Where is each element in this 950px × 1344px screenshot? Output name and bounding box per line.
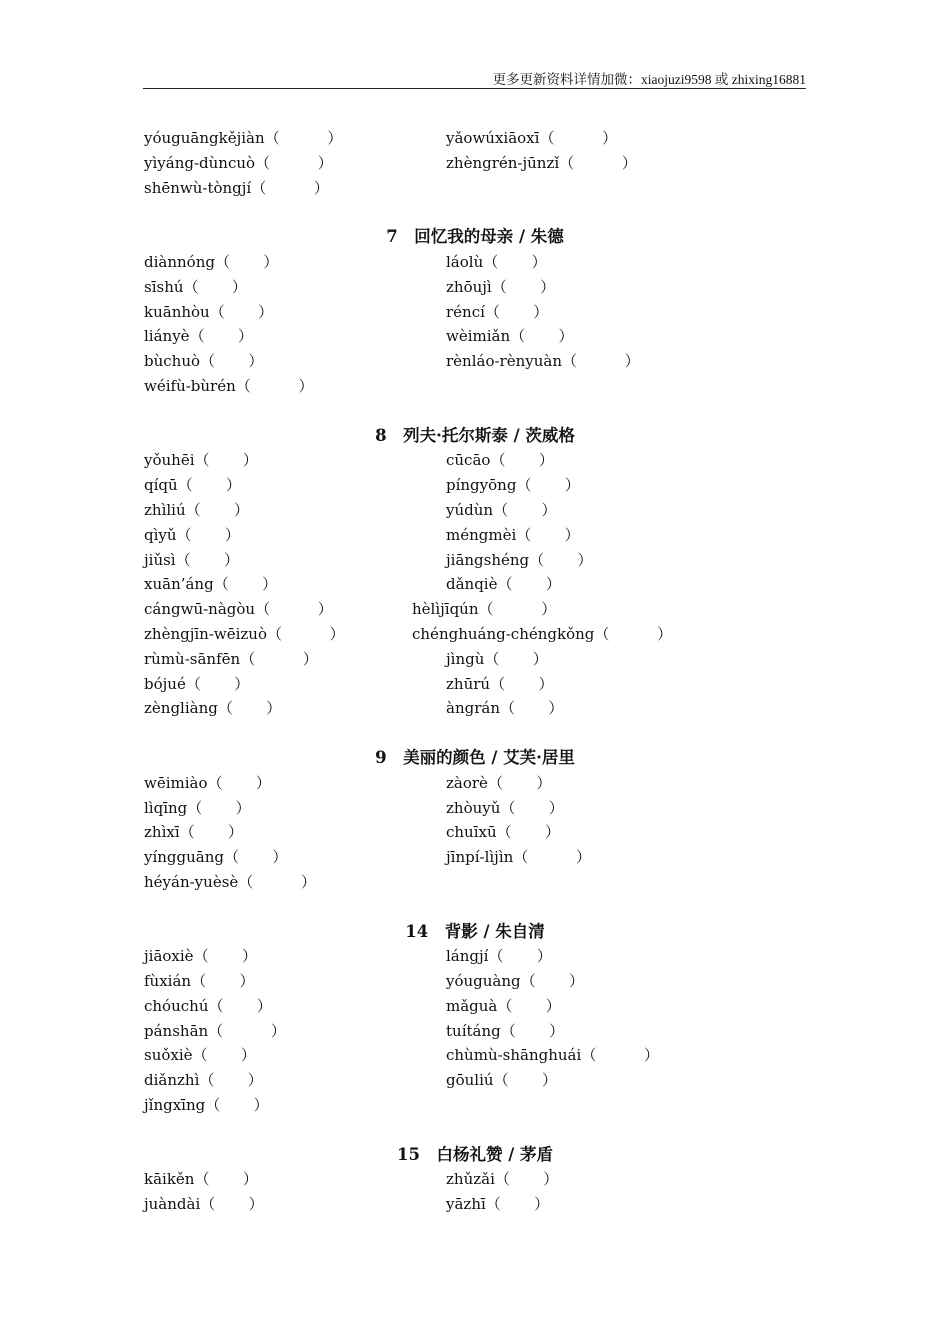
answer-blank[interactable]: （ ） — [484, 302, 549, 321]
answer-blank[interactable]: （ ） — [183, 277, 247, 296]
answer-blank[interactable]: （ ） — [255, 600, 333, 619]
pinyin-text: zèngliàng — [144, 699, 218, 718]
pinyin-item — [144, 548, 239, 573]
pinyin-text: mǎguà — [446, 996, 498, 1015]
pinyin-text: yóuguàng — [446, 972, 521, 991]
answer-blank[interactable]: （ ） — [209, 302, 274, 321]
pinyin-text: zhǔzǎi — [446, 1170, 495, 1189]
pinyin-item — [446, 473, 580, 498]
word-row — [0, 324, 950, 349]
pinyin-item — [446, 944, 552, 969]
pinyin-text: yǎowúxiāoxī — [446, 129, 540, 147]
pinyin-text: wèimiǎn — [446, 327, 511, 346]
pinyin-text: lángjí — [446, 947, 489, 966]
pinyin-item — [446, 1019, 564, 1044]
answer-blank[interactable]: （ ） — [490, 451, 554, 470]
pinyin-text: àngrán — [446, 699, 500, 718]
word-row — [0, 845, 950, 870]
answer-blank[interactable]: （ ） — [177, 476, 242, 495]
pinyin-text: láolù — [446, 252, 484, 271]
pinyin-item — [144, 672, 249, 697]
pinyin-text: wéifù-bùrén — [144, 376, 236, 395]
word-row — [0, 647, 950, 672]
answer-blank[interactable]: （ ） — [493, 1071, 557, 1090]
pinyin-text: cángwū-nàgòu — [144, 600, 256, 619]
pinyin-item — [446, 994, 561, 1019]
answer-blank[interactable]: （ ） — [185, 500, 250, 519]
answer-blank[interactable]: （ ） — [490, 674, 554, 693]
pinyin-text: cūcāo — [446, 451, 491, 470]
pinyin-item — [144, 473, 241, 498]
answer-blank[interactable]: （ ） — [510, 327, 574, 346]
word-row — [0, 771, 950, 796]
pinyin-item — [412, 597, 556, 622]
pinyin-text: fùxián — [144, 972, 192, 991]
pinyin-item — [144, 523, 240, 548]
pinyin-item — [144, 994, 272, 1019]
pinyin-text: chuīxū — [446, 823, 497, 842]
pinyin-text: yǒuhēi — [144, 451, 195, 470]
pinyin-item — [144, 944, 257, 969]
pinyin-item — [144, 498, 249, 523]
pinyin-item — [144, 597, 333, 622]
word-row — [0, 969, 950, 994]
answer-blank[interactable]: （ ） — [208, 1021, 286, 1040]
pinyin-item — [446, 151, 637, 176]
answer-blank[interactable]: （ ） — [238, 872, 316, 891]
answer-blank[interactable]: （ ） — [483, 252, 547, 271]
word-row — [0, 597, 950, 622]
answer-blank[interactable]: （ ） — [200, 1195, 264, 1214]
word-row — [0, 473, 950, 498]
pinyin-item — [144, 374, 313, 399]
worksheet-content — [0, 126, 950, 1217]
pinyin-item — [144, 448, 258, 473]
pinyin-item — [446, 796, 564, 821]
pinyin-item — [446, 126, 617, 151]
answer-blank[interactable]: （ ） — [491, 277, 556, 296]
pinyin-text: rènláo-rènyuàn — [446, 352, 562, 371]
answer-blank[interactable]: （ ） — [194, 451, 258, 470]
answer-blank[interactable]: （ ） — [494, 1170, 559, 1189]
pinyin-item — [446, 696, 563, 721]
answer-blank[interactable]: （ ） — [485, 1195, 550, 1214]
answer-blank[interactable]: （ ） — [516, 525, 580, 544]
pinyin-item — [144, 796, 251, 821]
pinyin-text: jiāoxiè — [144, 947, 194, 966]
answer-blank[interactable]: （ ） — [513, 848, 591, 867]
word-row — [0, 250, 950, 275]
pinyin-text: chóuchú — [144, 996, 209, 1015]
answer-blank[interactable]: （ ） — [217, 699, 282, 718]
pinyin-text: méngmèi — [446, 525, 517, 544]
pinyin-item — [144, 176, 329, 201]
pinyin-item — [446, 324, 574, 349]
pinyin-item — [144, 349, 263, 374]
pinyin-text: zhòuyǔ — [446, 798, 501, 817]
pinyin-item — [144, 1019, 286, 1044]
pinyin-text: réncí — [446, 302, 485, 321]
pinyin-item — [446, 771, 551, 796]
pinyin-item — [446, 300, 548, 325]
answer-blank[interactable]: （ ） — [497, 575, 561, 594]
pinyin-item — [446, 448, 554, 473]
answer-blank[interactable]: （ ） — [559, 153, 637, 172]
answer-blank[interactable]: （ ） — [539, 129, 618, 147]
word-row — [0, 622, 950, 647]
pinyin-item — [144, 696, 281, 721]
word-row — [0, 548, 950, 573]
pinyin-item — [144, 1167, 258, 1192]
pinyin-item — [446, 1167, 558, 1192]
pinyin-item — [144, 324, 253, 349]
answer-blank[interactable]: （ ） — [240, 649, 318, 668]
pinyin-text: jīnpí-lìjìn — [446, 848, 514, 867]
pinyin-item — [446, 820, 560, 845]
word-row — [0, 523, 950, 548]
pinyin-item — [144, 622, 345, 647]
pinyin-item — [144, 845, 287, 870]
pinyin-text: zhōujì — [446, 277, 492, 296]
pinyin-item — [446, 647, 548, 672]
pinyin-item — [446, 275, 555, 300]
pinyin-text: sīshú — [144, 277, 184, 296]
answer-blank[interactable]: （ ） — [562, 352, 640, 371]
pinyin-item — [144, 1043, 256, 1068]
pinyin-text: wēimiào — [144, 773, 208, 792]
pinyin-text: suǒxiè — [144, 1046, 193, 1065]
answer-blank[interactable]: （ ） — [179, 823, 244, 842]
pinyin-item — [446, 1192, 549, 1217]
answer-blank[interactable]: （ ） — [500, 798, 564, 817]
word-row — [0, 1093, 950, 1118]
pinyin-item — [446, 672, 553, 697]
pinyin-item — [446, 572, 561, 597]
pinyin-text: juàndài — [144, 1195, 201, 1214]
pinyin-text: tuítáng — [446, 1021, 501, 1040]
word-row — [0, 944, 950, 969]
answer-blank[interactable]: （ ） — [497, 996, 561, 1015]
pinyin-text: yìyáng-dùncuò — [144, 153, 256, 172]
word-row — [0, 498, 950, 523]
pinyin-item — [144, 572, 277, 597]
pinyin-item — [144, 151, 333, 176]
answer-blank[interactable]: （ ） — [189, 327, 253, 346]
word-row — [0, 349, 950, 374]
section-title: 8 列夫·托尔斯泰 / 茨威格 — [375, 425, 575, 445]
pinyin-text: zhèngrén-jūnzǐ — [446, 153, 560, 172]
pinyin-text: jìngù — [446, 649, 485, 668]
answer-blank[interactable]: （ ） — [594, 624, 673, 643]
pinyin-text: yóuguāngkějiàn — [144, 129, 265, 147]
answer-blank[interactable]: （ ） — [493, 500, 557, 519]
word-row — [0, 374, 950, 399]
pinyin-text: zhìxī — [144, 823, 180, 842]
answer-blank[interactable]: （ ） — [193, 947, 257, 966]
answer-blank[interactable]: （ ） — [199, 1071, 263, 1090]
pinyin-text: kāikěn — [144, 1170, 195, 1189]
answer-blank[interactable]: （ ） — [213, 575, 278, 594]
answer-blank[interactable]: （ ） — [255, 153, 333, 172]
pinyin-text: yíngguāng — [144, 848, 225, 867]
pinyin-item — [446, 548, 593, 573]
word-row — [0, 1068, 950, 1093]
pinyin-item — [412, 622, 672, 647]
pinyin-item — [446, 969, 584, 994]
pinyin-text: kuānhòu — [144, 302, 210, 321]
answer-blank[interactable]: （ ） — [235, 376, 314, 395]
pinyin-text: qìyǔ — [144, 525, 177, 544]
section-title: 14 背影 / 朱自清 — [405, 921, 545, 941]
pinyin-text: chénghuáng-chéngkǒng — [412, 624, 595, 643]
answer-blank[interactable]: （ ） — [205, 1096, 269, 1115]
answer-blank[interactable]: （ ） — [175, 550, 239, 569]
word-row — [0, 448, 950, 473]
pinyin-text: hèlìjīqún — [412, 600, 479, 619]
answer-blank[interactable]: （ ） — [488, 947, 552, 966]
word-row — [0, 1043, 950, 1068]
pinyin-text: shēnwù-tòngjí — [144, 178, 252, 197]
answer-blank[interactable]: （ ） — [187, 798, 251, 817]
pinyin-item — [144, 969, 254, 994]
pinyin-item — [446, 1043, 659, 1068]
header-text: 更多更新资料详情加微：xiaojuzi9598 或 zhixing16881 — [492, 72, 806, 87]
pinyin-text: dǎnqiè — [446, 575, 498, 594]
pinyin-item — [144, 250, 278, 275]
pinyin-item — [144, 820, 243, 845]
word-row — [0, 796, 950, 821]
pinyin-text: jiāngshéng — [446, 550, 530, 569]
pinyin-text: gōuliú — [446, 1071, 494, 1090]
word-row — [0, 1167, 950, 1192]
pinyin-item — [144, 870, 316, 895]
answer-blank[interactable]: （ ） — [581, 1046, 659, 1065]
word-row — [0, 300, 950, 325]
answer-blank[interactable]: （ ） — [208, 996, 272, 1015]
pinyin-text: xuān’áng — [144, 575, 214, 594]
word-row — [0, 151, 950, 176]
pinyin-text: zàorè — [446, 773, 488, 792]
answer-blank[interactable]: （ ） — [520, 972, 585, 991]
page-header — [143, 68, 806, 89]
pinyin-text: diǎnzhì — [144, 1071, 200, 1090]
word-row — [0, 126, 950, 151]
pinyin-item — [144, 1192, 264, 1217]
answer-blank[interactable]: （ ） — [516, 476, 580, 495]
pinyin-item — [144, 275, 247, 300]
pinyin-text: yúdùn — [446, 500, 494, 519]
pinyin-item — [144, 771, 271, 796]
pinyin-text: píngyōng — [446, 476, 517, 495]
answer-blank[interactable]: （ ） — [484, 649, 548, 668]
pinyin-text: zhìliú — [144, 500, 186, 519]
pinyin-item — [446, 349, 640, 374]
answer-blank[interactable]: （ ） — [207, 773, 271, 792]
pinyin-item — [446, 523, 580, 548]
pinyin-item — [446, 498, 556, 523]
pinyin-text: zhūrú — [446, 674, 491, 693]
pinyin-item — [144, 1093, 269, 1118]
pinyin-text: yāzhī — [446, 1195, 486, 1214]
pinyin-item — [144, 126, 342, 151]
pinyin-item — [446, 1068, 557, 1093]
pinyin-text: chùmù-shānghuái — [446, 1046, 582, 1065]
pinyin-item — [446, 845, 591, 870]
answer-blank[interactable]: （ ） — [176, 525, 240, 544]
pinyin-text: bùchuò — [144, 352, 201, 371]
answer-blank[interactable]: （ ） — [191, 972, 255, 991]
answer-blank[interactable]: （ ） — [224, 848, 288, 867]
pinyin-text: bójué — [144, 674, 186, 693]
answer-blank[interactable]: （ ） — [214, 252, 279, 271]
pinyin-text: pánshān — [144, 1021, 209, 1040]
pinyin-item — [144, 1068, 263, 1093]
answer-blank[interactable]: （ ） — [194, 1170, 258, 1189]
pinyin-item — [144, 300, 273, 325]
section-title: 15 白杨礼赞 / 茅盾 — [397, 1144, 553, 1164]
word-row — [0, 994, 950, 1019]
pinyin-text: qíqū — [144, 476, 178, 495]
answer-blank[interactable]: （ ） — [200, 352, 264, 371]
section-title: 7 回忆我的母亲 / 朱德 — [386, 227, 564, 247]
word-row — [0, 870, 950, 895]
answer-blank[interactable]: （ ） — [264, 129, 343, 147]
pinyin-text: liányè — [144, 327, 190, 346]
section-title: 9 美丽的颜色 / 艾芙·居里 — [375, 747, 575, 767]
answer-blank[interactable]: （ ） — [499, 699, 564, 718]
pinyin-text: jǐngxīng — [144, 1096, 206, 1115]
answer-blank[interactable]: （ ） — [267, 624, 345, 643]
pinyin-text: zhèngjīn-wēizuò — [144, 624, 267, 643]
word-row — [0, 176, 950, 201]
word-row — [0, 696, 950, 721]
word-row — [0, 1019, 950, 1044]
word-row — [0, 1192, 950, 1217]
answer-blank[interactable]: （ ） — [529, 550, 593, 569]
pinyin-text: lìqīng — [144, 798, 188, 817]
pinyin-text: jiǔsì — [144, 550, 176, 569]
answer-blank[interactable]: （ ） — [496, 823, 561, 842]
word-row — [0, 672, 950, 697]
pinyin-text: diànnóng — [144, 252, 215, 271]
answer-blank[interactable]: （ ） — [192, 1046, 256, 1065]
pinyin-item — [446, 250, 547, 275]
pinyin-text: héyán-yuèsè — [144, 872, 239, 891]
pinyin-item — [144, 647, 318, 672]
answer-blank[interactable]: （ ） — [185, 674, 250, 693]
pinyin-text: rùmù-sānfēn — [144, 649, 241, 668]
word-row — [0, 572, 950, 597]
word-row — [0, 275, 950, 300]
answer-blank[interactable]: （ ） — [500, 1021, 565, 1040]
word-row — [0, 820, 950, 845]
answer-blank[interactable]: （ ） — [487, 773, 552, 792]
answer-blank[interactable]: （ ） — [478, 600, 557, 619]
answer-blank[interactable]: （ ） — [251, 178, 329, 197]
